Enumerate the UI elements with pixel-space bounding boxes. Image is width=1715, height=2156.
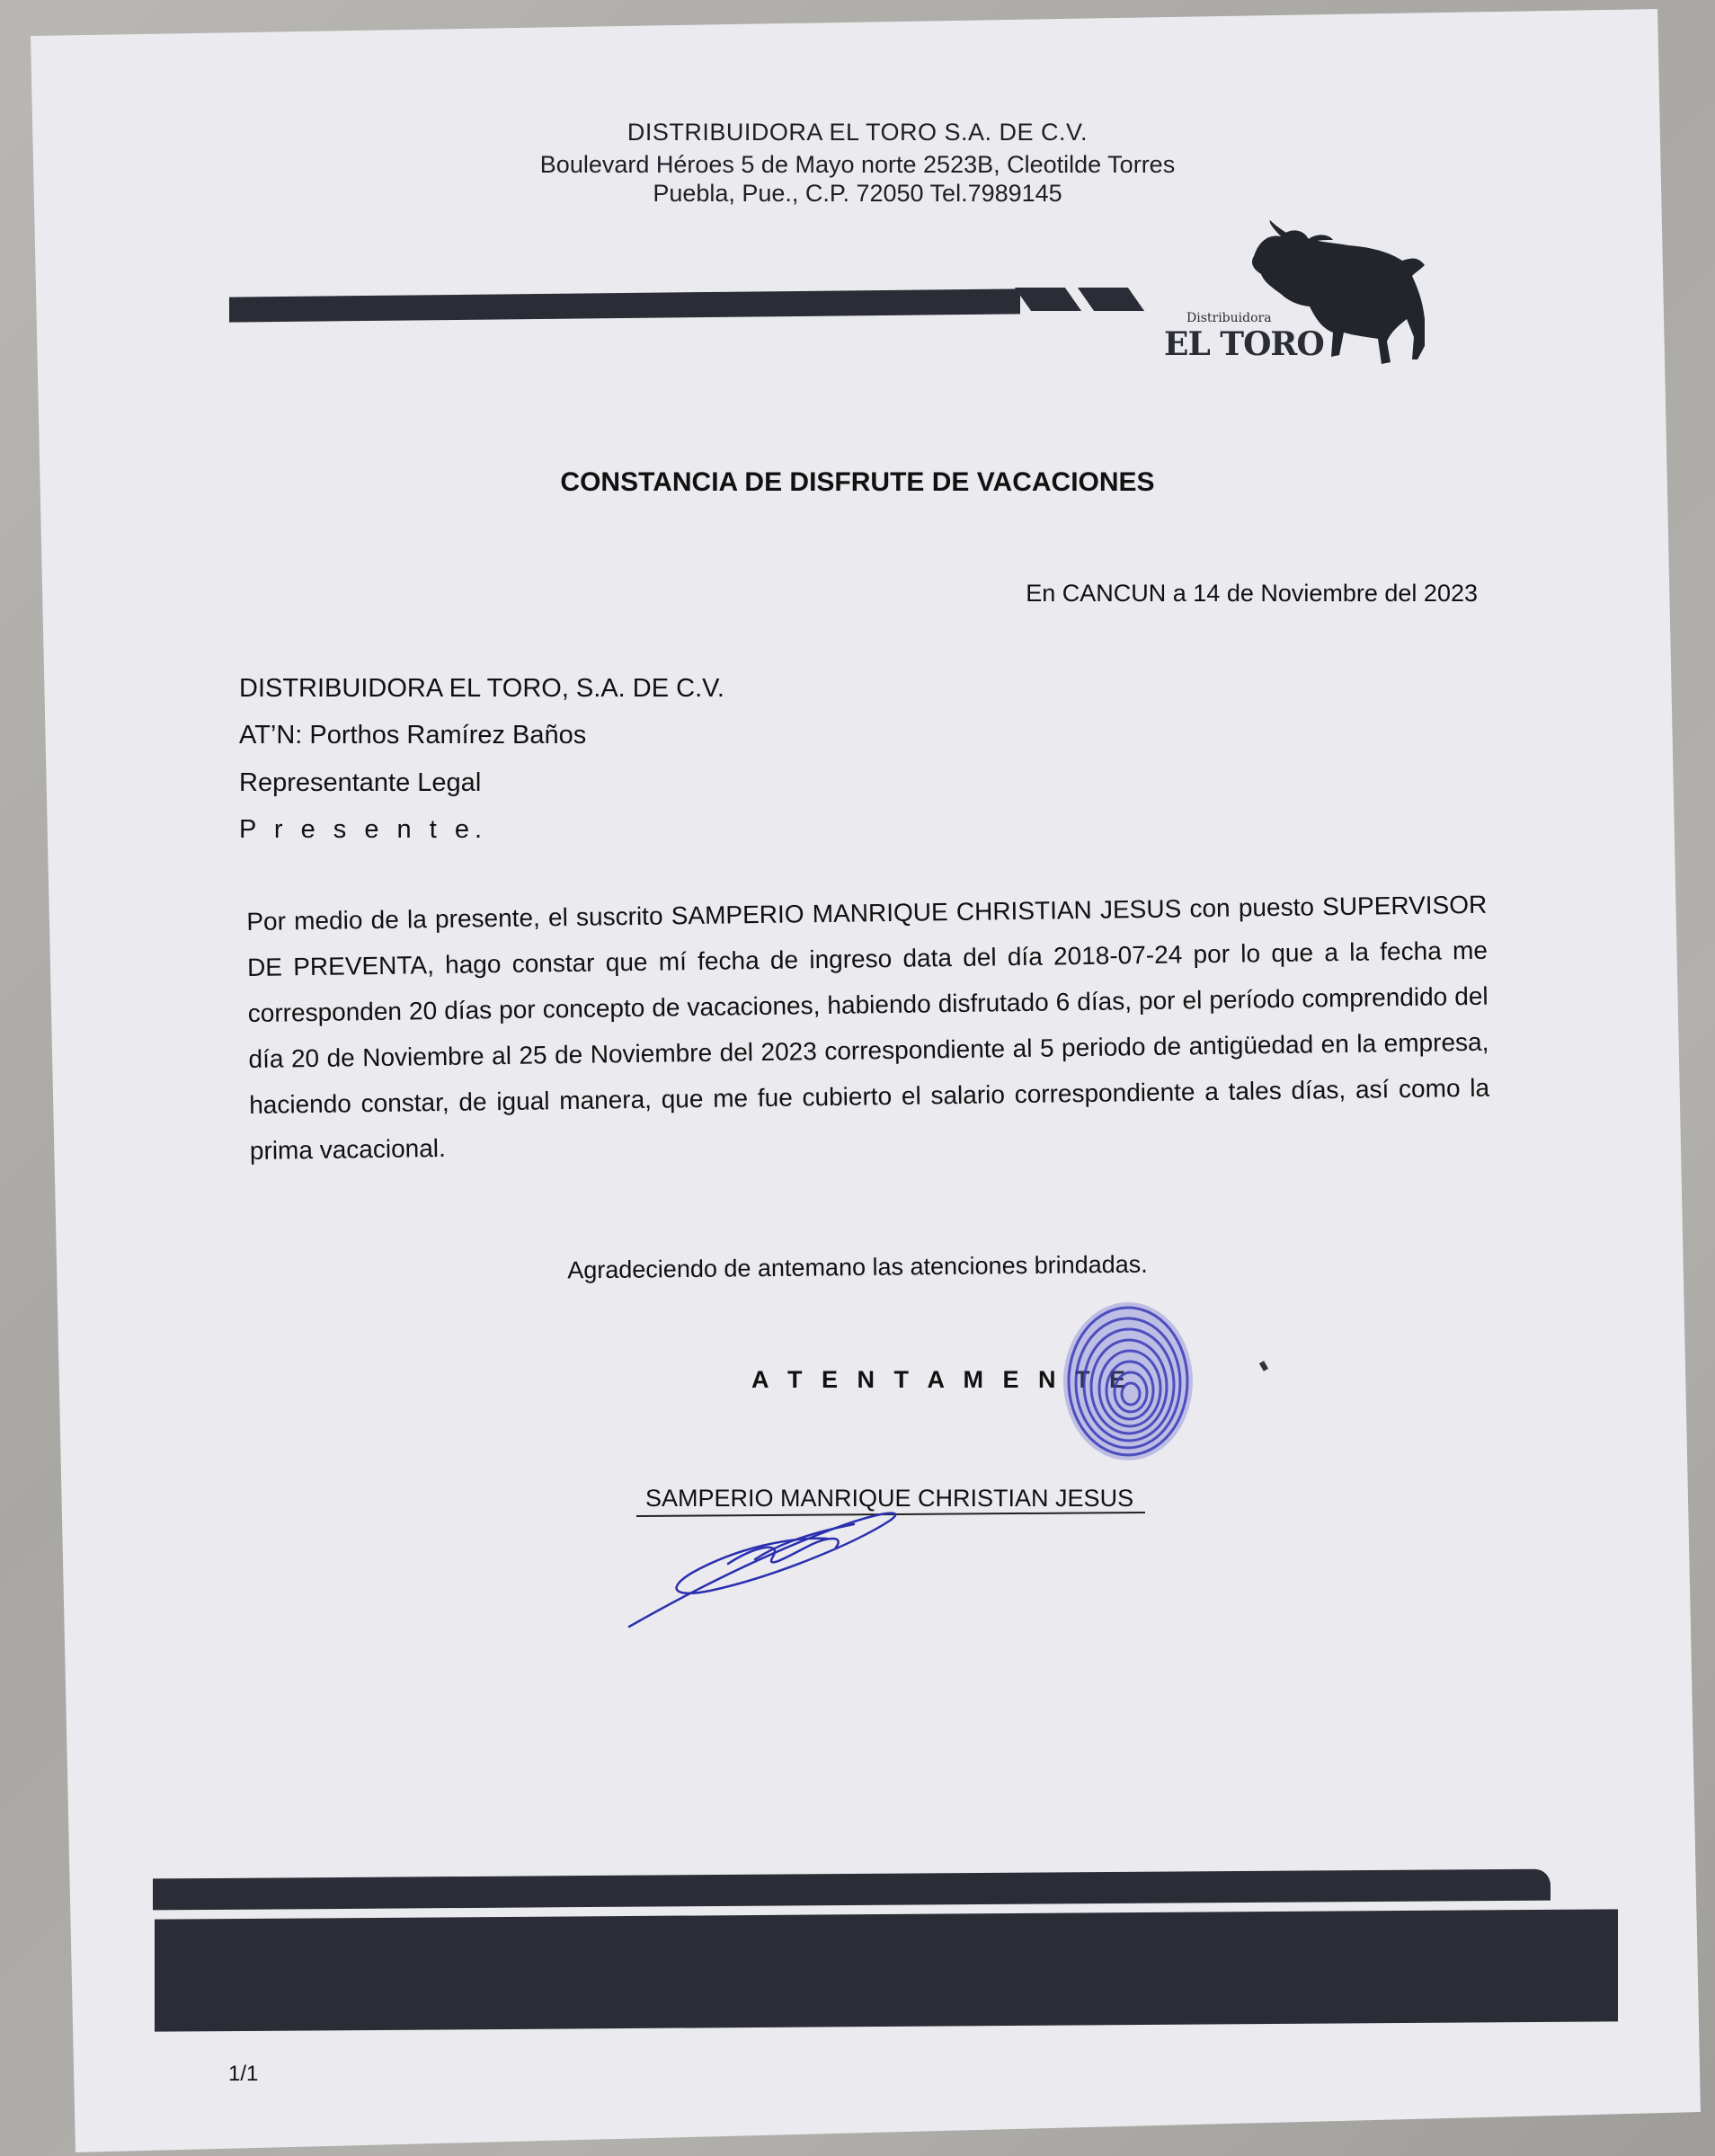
recipient-presente: P r e s e n t e. xyxy=(239,815,488,844)
closing-atentamente: A T E N T A M E N T E xyxy=(751,1366,1132,1393)
body-paragraph: Por medio de la presente, el suscrito SAMPERIO MANRIQUE CHRISTIAN JESUS con puesto SUPERVISOR DE PREVENTA, hago constar que mí fecha de ingreso data del día 2018-07-24 por lo que a la fecha me corresponden 20 días por concepto de vacaciones, habiendo disfrutado 6 días, por el período comprendido del día 20 de Noviembre al 25 de Noviembre del 2023 correspondiente al 5 periodo de antigüedad en la empresa, haciendo constar, de igual manera, que me fue cubierto el salario correspondiente a tales días, así como la prima vacacional. xyxy=(246,890,1490,1165)
recipient-attention: AT’N: Porthos Ramírez Baños xyxy=(239,721,587,750)
document-date: En CANCUN a 14 de Noviembre del 2023 xyxy=(1026,580,1478,607)
page-number: 1/1 xyxy=(228,2062,259,2086)
handwritten-signature xyxy=(620,1492,980,1636)
document-title: CONSTANCIA DE DISFRUTE DE VACACIONES xyxy=(560,467,1155,497)
fingerprint-icon xyxy=(1061,1299,1200,1465)
thanks-line: Agradeciendo de antemano las atenciones brindadas. xyxy=(567,1250,1148,1284)
company-address-line2: Puebla, Pue., C.P. 72050 Tel.7989145 xyxy=(653,180,1062,207)
company-address-line1: Boulevard Héroes 5 de Mayo norte 2523B, Cleotilde Torres xyxy=(539,151,1176,178)
company-name: DISTRIBUIDORA EL TORO S.A. DE C.V. xyxy=(626,119,1089,146)
logo-subtitle: Distribuidora xyxy=(1186,311,1272,325)
footer-decorative-block xyxy=(155,1909,1618,2031)
logo-brand-text: EL TORO xyxy=(1164,325,1324,363)
recipient-role: Representante Legal xyxy=(239,768,482,797)
signer-name: SAMPERIO MANRIQUE CHRISTIAN JESUS xyxy=(645,1485,1134,1512)
recipient-company: DISTRIBUIDORA EL TORO, S.A. DE C.V. xyxy=(239,674,724,703)
